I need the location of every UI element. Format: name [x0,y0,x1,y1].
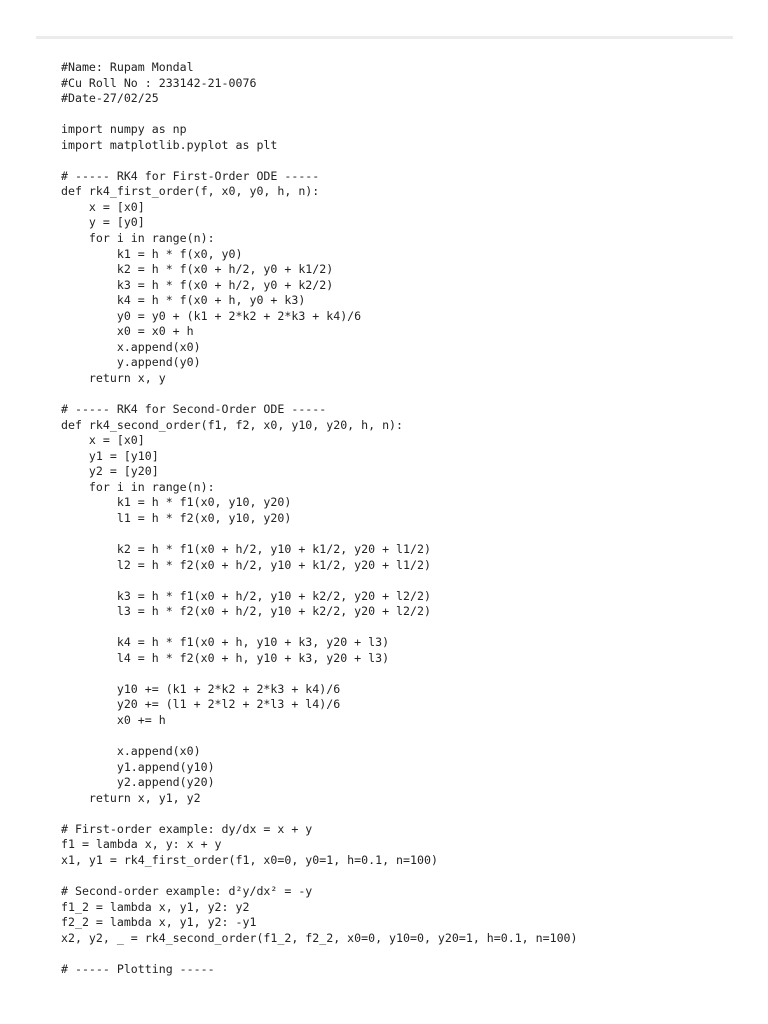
code-line [61,386,578,402]
code-line [61,153,578,169]
code-line: x0 = x0 + h [61,324,194,339]
code-line: return x, y1, y2 [61,790,201,805]
code-line [61,868,578,884]
code-line [61,946,578,962]
code-line: # ----- RK4 for Second-Order ODE ----- [61,402,327,417]
code-line: k1 = h * f1(x0, y10, y20) [61,495,292,510]
code-line: return x, y [61,370,166,385]
code-line: k2 = h * f(x0 + h/2, y0 + k1/2) [61,262,334,277]
code-line: #Cu Roll No : 233142-21-0076 [61,75,257,90]
code-line [61,620,578,636]
code-line: l3 = h * f2(x0 + h/2, y10 + k2/2, y20 + l2/2) [61,604,431,619]
code-line: #Date-27/02/25 [61,91,159,106]
code-line: y0 = y0 + (k1 + 2*k2 + 2*k3 + k4)/6 [61,308,362,323]
code-line: y2.append(y20) [61,775,215,790]
code-line: for i in range(n): [61,479,215,494]
code-line [61,526,578,542]
code-line: k4 = h * f1(x0 + h, y10 + k3, y20 + l3) [61,635,390,650]
code-line: k4 = h * f(x0 + h, y0 + k3) [61,293,306,308]
code-line: # First-order example: dy/dx = x + y [61,821,313,836]
code-line: y = [y0] [61,215,145,230]
code-line: x2, y2, _ = rk4_second_order(f1_2, f2_2, x0=0, y10=0, y20=1, h=0.1, n=100) [61,930,578,945]
code-line: def rk4_second_order(f1, f2, x0, y10, y20, h, n): [61,417,404,432]
code-line [61,107,578,123]
code-block [61,60,578,977]
code-line: #Name: Rupam Mondal [61,60,194,74]
code-line: k1 = h * f(x0, y0) [61,246,243,261]
code-line: x = [x0] [61,199,145,214]
code-line: k3 = h * f(x0 + h/2, y0 + k2/2) [61,277,334,292]
code-line: import numpy as np [61,122,187,137]
code-line: def rk4_first_order(f, x0, y0, h, n): [61,184,320,199]
code-line: l2 = h * f2(x0 + h/2, y10 + k1/2, y20 + l1/2) [61,557,431,572]
code-line: x = [x0] [61,433,145,448]
code-line: y2 = [y20] [61,464,159,479]
code-line: # Second-order example: d²y/dx² = -y [61,883,313,898]
code-line: k3 = h * f1(x0 + h/2, y10 + k2/2, y20 + l2/2) [61,588,431,603]
code-line: k2 = h * f1(x0 + h/2, y10 + k1/2, y20 + l1/2) [61,541,431,556]
code-line: for i in range(n): [61,231,215,246]
code-line: x0 += h [61,712,166,727]
code-line: l1 = h * f2(x0, y10, y20) [61,510,292,525]
code-line: y.append(y0) [61,355,201,370]
code-line: import matplotlib.pyplot as plt [61,137,278,152]
code-line: # ----- RK4 for First-Order ODE ----- [61,168,320,183]
top-divider [36,36,733,39]
code-line: x.append(x0) [61,339,201,354]
code-line: x.append(x0) [61,744,201,759]
code-line [61,806,578,822]
code-line: y1.append(y10) [61,759,215,774]
code-line: f2_2 = lambda x, y1, y2: -y1 [61,915,257,930]
code-line [61,573,578,589]
code-line [61,666,578,682]
code-line: f1_2 = lambda x, y1, y2: y2 [61,899,250,914]
code-line: y10 += (k1 + 2*k2 + 2*k3 + k4)/6 [61,681,341,696]
code-line [61,729,578,745]
code-line: y20 += (l1 + 2*l2 + 2*l3 + l4)/6 [61,697,341,712]
code-line: f1 = lambda x, y: x + y [61,837,222,852]
code-line: # ----- Plotting ----- [61,961,215,976]
code-line: l4 = h * f2(x0 + h, y10 + k3, y20 + l3) [61,650,390,665]
code-line: x1, y1 = rk4_first_order(f1, x0=0, y0=1, h=0.1, n=100) [61,852,438,867]
code-line: y1 = [y10] [61,448,159,463]
